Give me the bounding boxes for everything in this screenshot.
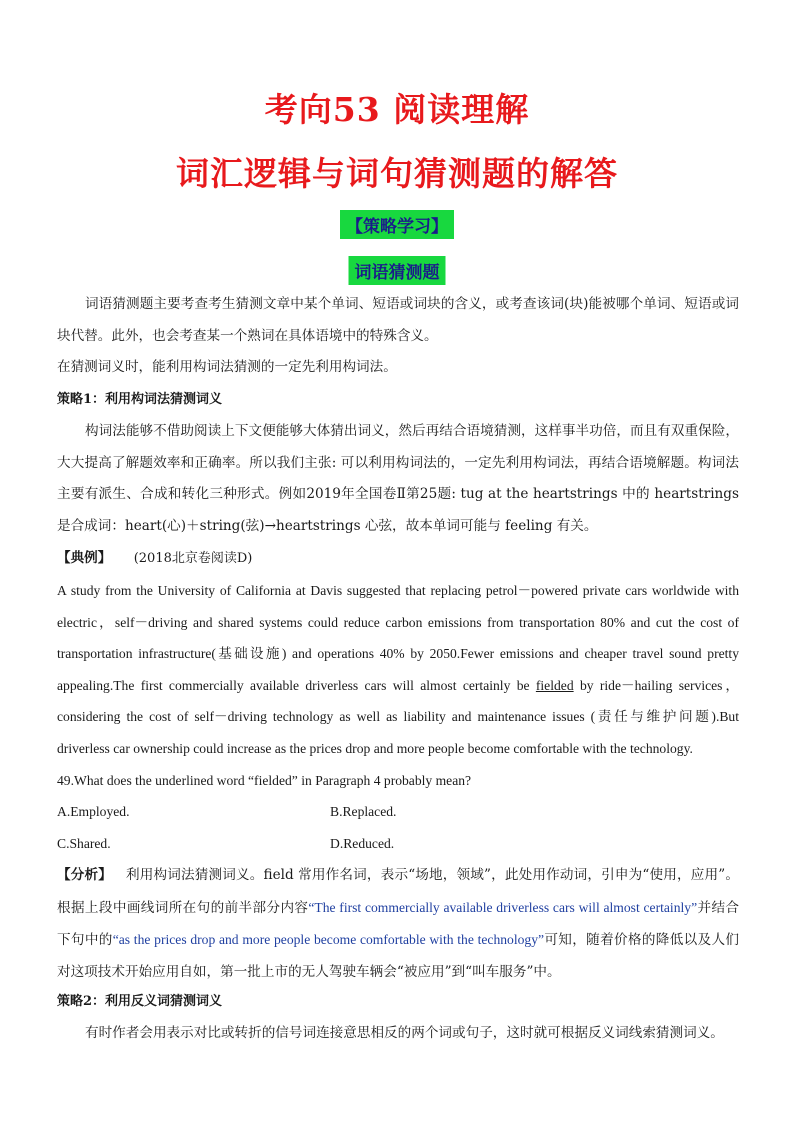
analysis-quote-1: “The first commercially available driverless cars will almost certainly” xyxy=(308,899,698,915)
analysis-text-3: 可知，随着价格的降低以及人们对这项技术开始应用自如，第一批上市的无人驾驶车辆会“被应用”到“叫车服务”中。 xyxy=(57,932,740,980)
strategy1-body: 构词法能够不借助阅读上下文便能够大体猜出词义，然后再结合语境猜测，这样事半功倍，而且有双重保险，大大提高了解题效率和正确率。所以我们主张: 可以利用构词法的，一定先利用构词法，再结合语境解题。构词法主要有派生、合成和转化三种形式。例如2019年全国卷Ⅱ第25题: tug at the heartstrings 中的 heartstrings 是合成词：heart(心)＋string(弦)→heartstrings 心弦，故本单词可能与 feeling 有关。 xyxy=(57,423,739,534)
analysis-text-1: 利用构词法猜测词义。field 常用作名词，表示“场地，领域”，此处用作动词，引申为“使用，应用”。根据上段中画线词所在句的前半部分内容 xyxy=(57,867,740,916)
underlined-word: fielded xyxy=(535,677,574,693)
strategy-tag: 【策略学习】 xyxy=(340,210,454,239)
topic-tag: 词语猜测题 xyxy=(349,256,446,285)
intro-note: 在猜测词义时，能利用构词法猜测的一定先利用构词法。 xyxy=(57,359,397,375)
page-subtitle: 词汇逻辑与词句猜测题的解答 xyxy=(176,154,618,193)
page-title: 考向53 阅读理解 xyxy=(264,90,530,129)
option-a: A.Employed. xyxy=(57,804,130,819)
analysis-text-2: 并结合下句中的 xyxy=(57,899,740,949)
strategy2-heading: 策略2：利用反义词猜测词义 xyxy=(57,994,223,1009)
option-b: B.Replaced. xyxy=(330,804,397,819)
intro-paragraph: 词语猜测题主要考查考生猜测文章中某个单词、短语或词块的含义，或考查该词(块)能被哪个单词、短语或词块代替。此外，也会考查某一个熟词在具体语境中的特殊含义。 xyxy=(57,296,739,344)
option-d: D.Reduced. xyxy=(330,836,395,851)
passage-part-a: A study from the University of California at Davis suggested that replacing petrol－powered private cars worldwide with electric，self－driving and shared systems could reduce carbon emissions from transportation 80% and cut the cost of transportation infrastructure(基础设施) and operations 40% by 2050.Fewer emissions and cheaper travel sound pretty appealing.The first commercially available driverless cars will almost certainly be xyxy=(57,583,739,693)
analysis-paragraph xyxy=(57,860,739,988)
option-c: C.Shared. xyxy=(57,836,111,851)
example-label: 【典例】 xyxy=(57,550,112,566)
analysis-quote-2: “as the prices drop and more people become comfortable with the technology” xyxy=(112,932,545,948)
passage-part-b: by ride－hailing services，considering the cost of self－driving technology as well as liability and maintenance issues (责任与维护问题).But driverless car ownership could increase as the prices drop and more people become comfortable with the technology. xyxy=(57,677,739,756)
question-text: 49.What does the underlined word “fielded” in Paragraph 4 probably mean? xyxy=(57,773,472,788)
analysis-label: 【分析】 xyxy=(57,867,113,883)
example-source: (2018北京卷阅读D) xyxy=(133,551,253,566)
strategy2-body: 有时作者会用表示对比或转折的信号词连接意思相反的两个词或句子，这时就可根据反义词线索猜测词义。 xyxy=(85,1025,724,1041)
example-header xyxy=(57,543,739,575)
strategy1-heading: 策略1：利用构词法猜测词义 xyxy=(57,392,223,407)
example-passage xyxy=(57,575,739,765)
